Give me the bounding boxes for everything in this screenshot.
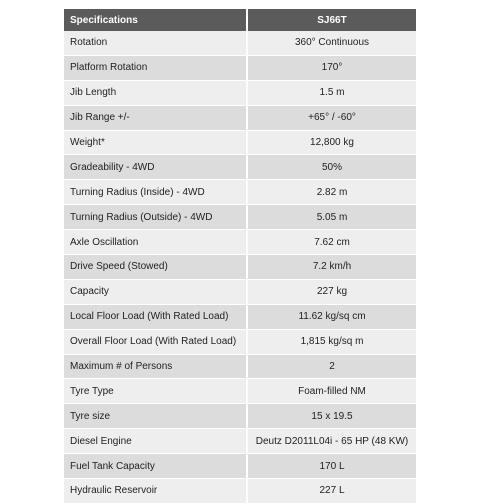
spec-value: 227 L (248, 479, 416, 504)
table-row (64, 205, 416, 230)
spec-value: 2 (248, 355, 416, 380)
table-row (64, 330, 416, 355)
table-row (64, 255, 416, 280)
spec-label: Capacity (64, 280, 248, 305)
specifications-table (64, 9, 416, 504)
spec-label: Drive Speed (Stowed) (64, 255, 248, 280)
spec-value: 227 kg (248, 280, 416, 305)
spec-label: Maximum # of Persons (64, 355, 248, 380)
spec-value: 15 x 19.5 (248, 404, 416, 429)
spec-label: Turning Radius (Inside) - 4WD (64, 180, 248, 205)
spec-value: 1,815 kg/sq m (248, 330, 416, 355)
spec-value: Deutz D2011L04i - 65 HP (48 KW) (248, 429, 416, 454)
spec-label: Tyre size (64, 404, 248, 429)
spec-label: Axle Oscillation (64, 230, 248, 255)
spec-value: 360° Continuous (248, 31, 416, 56)
table-row (64, 131, 416, 156)
spec-value: 50% (248, 155, 416, 180)
spec-value: 12,800 kg (248, 131, 416, 156)
table-row (64, 305, 416, 330)
header-model: SJ66T (248, 9, 416, 31)
spec-value: 1.5 m (248, 81, 416, 106)
spec-label: Platform Rotation (64, 56, 248, 81)
spec-label: Gradeability - 4WD (64, 155, 248, 180)
table-row (64, 355, 416, 380)
spec-label: Tyre Type (64, 379, 248, 404)
header-label: Specifications (64, 9, 248, 31)
spec-value: 5.05 m (248, 205, 416, 230)
table-row (64, 404, 416, 429)
spec-value: 11.62 kg/sq cm (248, 305, 416, 330)
table-row (64, 81, 416, 106)
table-row (64, 479, 416, 504)
table-row (64, 280, 416, 305)
spec-value: 170° (248, 56, 416, 81)
table-row (64, 230, 416, 255)
spec-value: 170 L (248, 454, 416, 479)
spec-label: Jib Range +/- (64, 106, 248, 131)
spec-label: Fuel Tank Capacity (64, 454, 248, 479)
table-row (64, 56, 416, 81)
spec-value: 2.82 m (248, 180, 416, 205)
spec-value: 7.2 km/h (248, 255, 416, 280)
spec-label: Hydraulic Reservoir (64, 479, 248, 504)
table-row (64, 31, 416, 56)
table-row (64, 106, 416, 131)
table-row (64, 454, 416, 479)
spec-value: 7.62 cm (248, 230, 416, 255)
spec-label: Turning Radius (Outside) - 4WD (64, 205, 248, 230)
spec-label: Local Floor Load (With Rated Load) (64, 305, 248, 330)
table-row (64, 379, 416, 404)
spec-label: Rotation (64, 31, 248, 56)
spec-label: Diesel Engine (64, 429, 248, 454)
table-body (64, 31, 416, 504)
table-row (64, 180, 416, 205)
spec-value: Foam-filled NM (248, 379, 416, 404)
spec-value: +65° / -60° (248, 106, 416, 131)
table-row (64, 429, 416, 454)
table-header-row (64, 9, 416, 31)
table-row (64, 155, 416, 180)
spec-label: Overall Floor Load (With Rated Load) (64, 330, 248, 355)
spec-label: Weight* (64, 131, 248, 156)
spec-label: Jib Length (64, 81, 248, 106)
